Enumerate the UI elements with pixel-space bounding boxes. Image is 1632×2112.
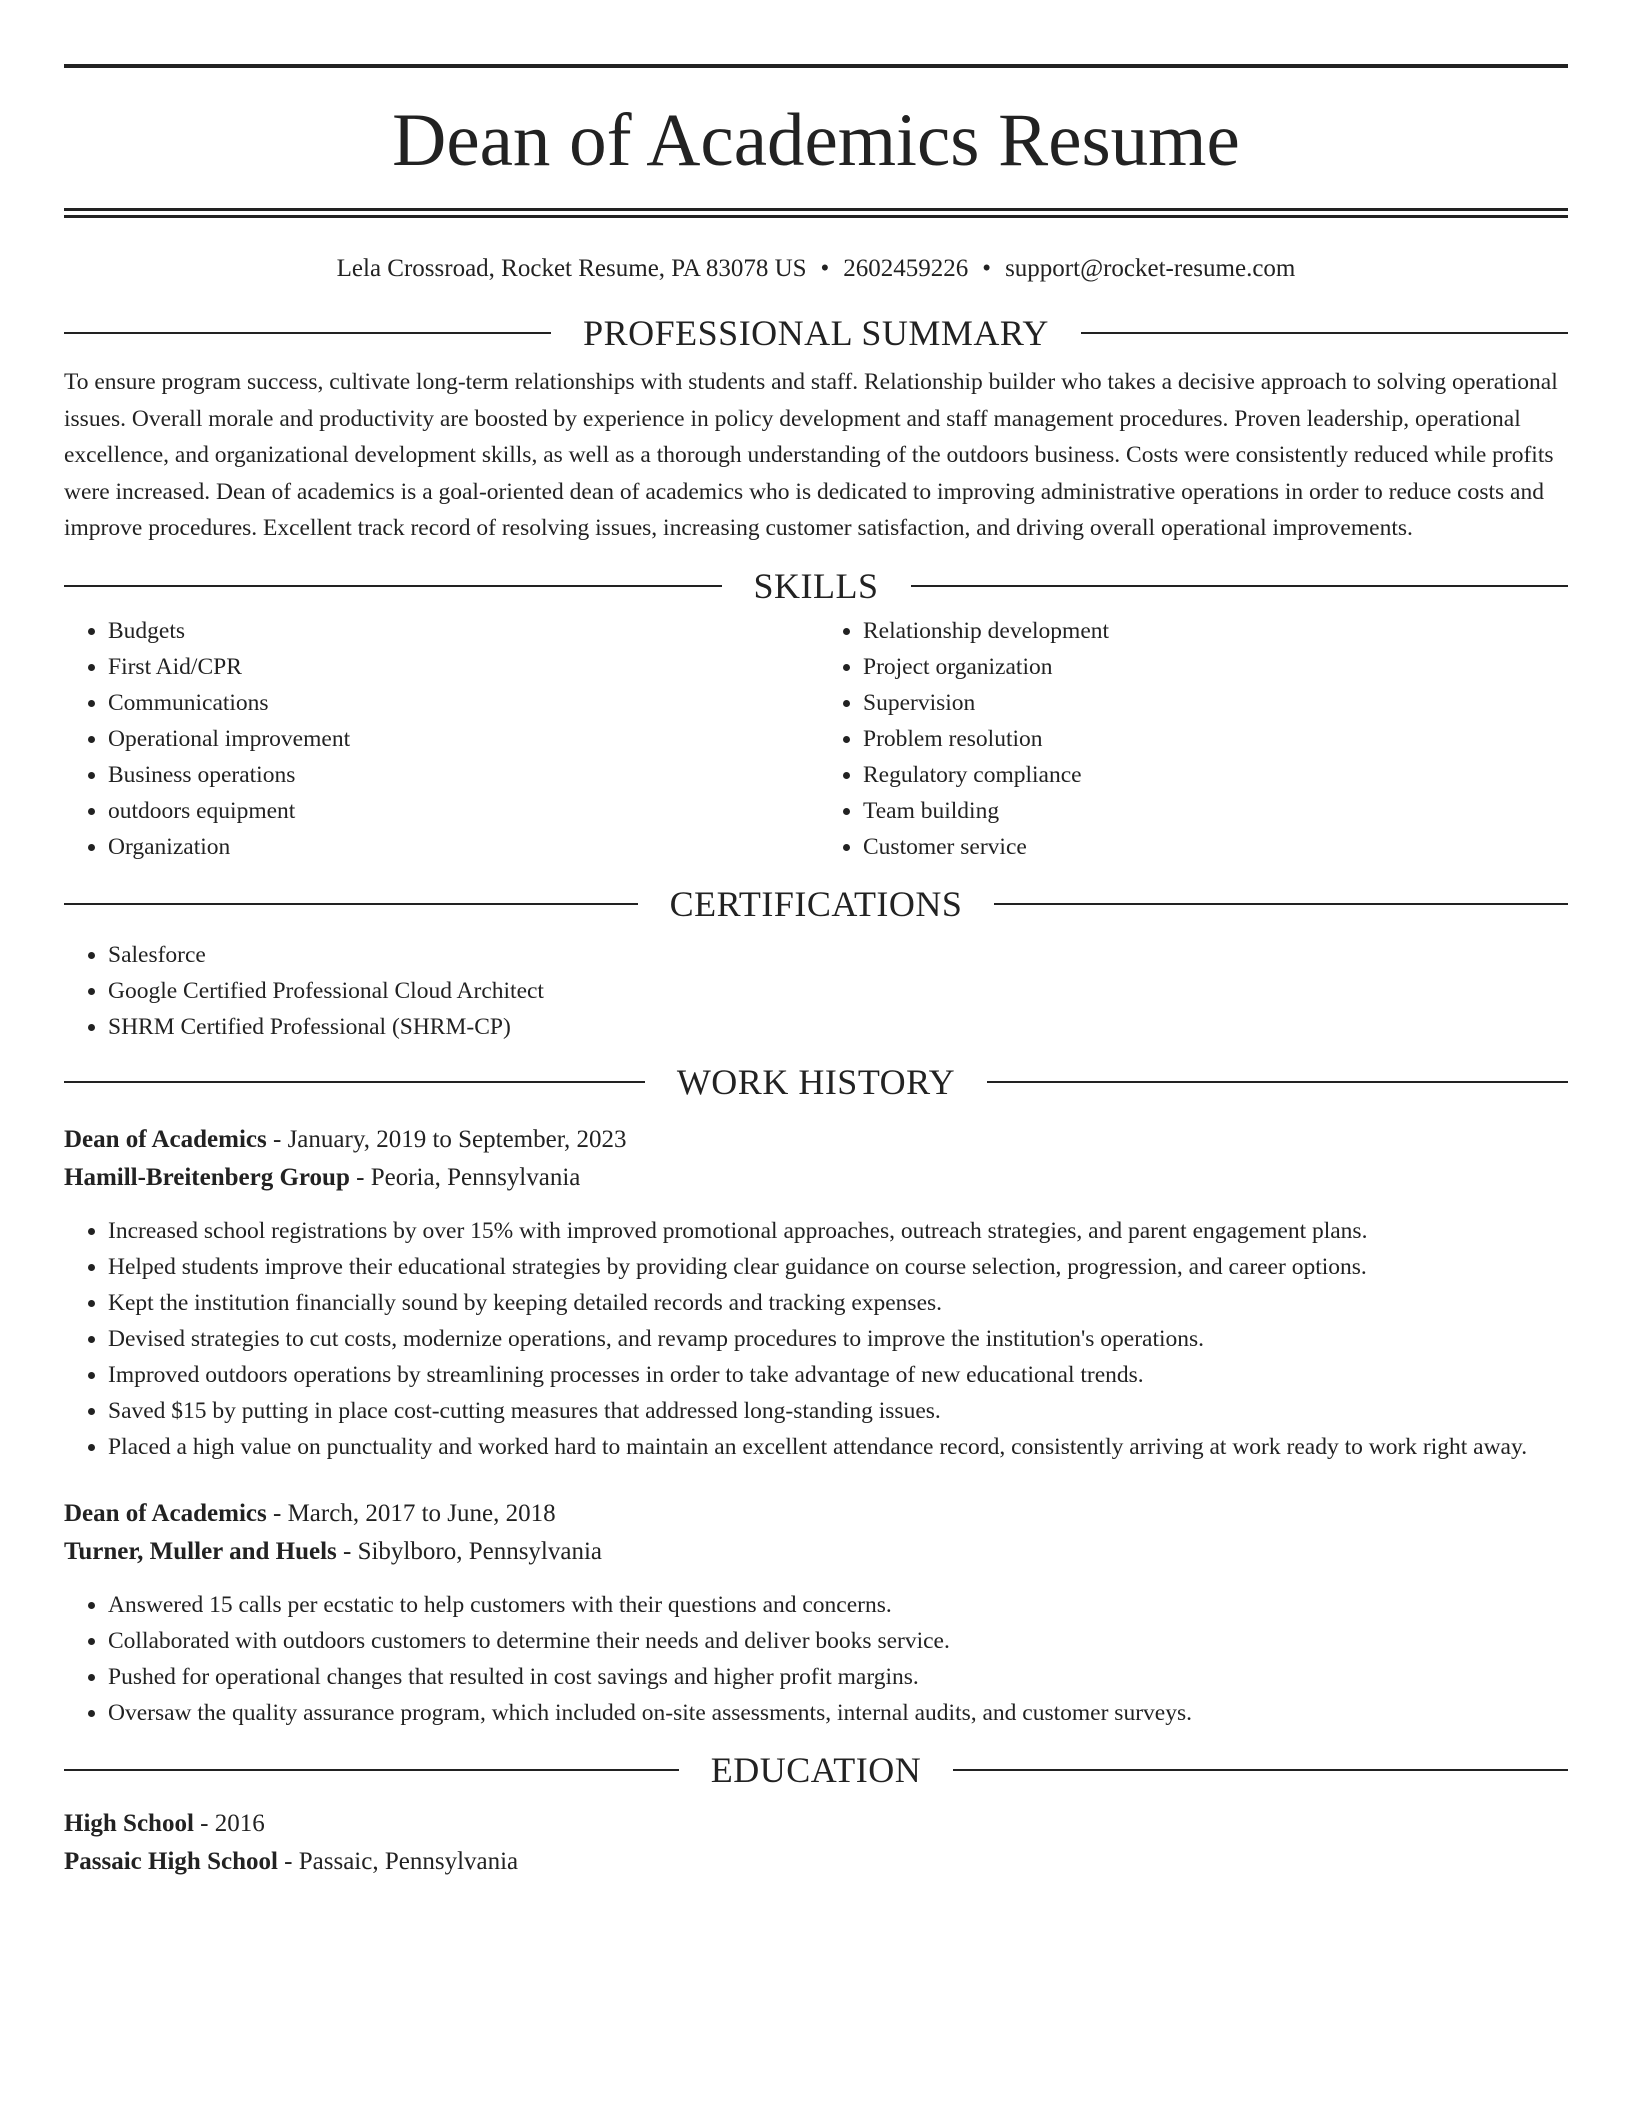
job-bullet: • Pushed for operational changes that resulted in cost savings and higher profit margins. <box>108 1659 1568 1695</box>
skill-item: • Business operations <box>108 757 813 793</box>
skills-list-right <box>813 613 1568 865</box>
certifications-list <box>64 937 1568 1045</box>
certification-item: • Salesforce <box>108 937 1568 973</box>
summary-header <box>64 312 1568 354</box>
contact-email: support@rocket-resume.com <box>1005 255 1296 282</box>
job-bullet: • Kept the institution financially sound by keeping detailed records and tracking expenses. <box>108 1285 1568 1321</box>
job-bullet: • Saved $15 by putting in place cost-cutting measures that addressed long-standing issues. <box>108 1393 1568 1429</box>
job-bullet: • Improved outdoors operations by streamlining processes in order to take advantage of new educational trends. <box>108 1357 1568 1393</box>
header-rule <box>64 903 638 905</box>
education-entry <box>64 1805 1568 1881</box>
job-role: Dean of Academics <box>64 1499 267 1527</box>
contact-phone: 2602459226 <box>843 255 969 282</box>
skills-list-left <box>64 613 813 865</box>
certifications-heading: CERTIFICATIONS <box>669 883 963 924</box>
job-company: Hamill-Breitenberg Group <box>64 1163 350 1191</box>
certification-item: • Google Certified Professional Cloud Architect <box>108 973 1568 1009</box>
skill-item: • Relationship development <box>863 613 1568 649</box>
job-bullet: • Placed a high value on punctuality and worked hard to maintain an excellent attendance record, consistently arriving at work ready to work right away. <box>108 1429 1568 1465</box>
skill-item: • First Aid/CPR <box>108 649 813 685</box>
education-school: Passaic High School <box>64 1847 278 1875</box>
education-degree-line <box>64 1805 1568 1843</box>
resume-page <box>64 0 1568 1881</box>
job-entry <box>64 1495 1568 1731</box>
job-bullet: • Increased school registrations by over 15% with improved promotional approaches, outreach strategies, and parent engagement plans. <box>108 1213 1568 1249</box>
header-rule <box>64 1769 679 1771</box>
header-rule <box>987 1081 1568 1083</box>
job-company-line <box>64 1159 1568 1197</box>
header-rule <box>1081 332 1568 334</box>
header-rule <box>911 585 1569 587</box>
job-company: Turner, Muller and Huels <box>64 1537 337 1565</box>
job-company-line <box>64 1533 1568 1571</box>
education-heading: EDUCATION <box>710 1749 922 1790</box>
skill-item: • Organization <box>108 829 813 865</box>
resume-title: Dean of Academics Resume <box>392 99 1240 182</box>
job-role: Dean of Academics <box>64 1125 267 1153</box>
top-rule <box>64 64 1568 68</box>
skills-header <box>64 565 1568 607</box>
job-location: - Sibylboro, Pennsylvania <box>336 1537 603 1565</box>
contact-separator: • <box>820 255 830 282</box>
job-bullets <box>64 1587 1568 1731</box>
header-rule <box>64 1081 645 1083</box>
job-entry <box>64 1121 1568 1465</box>
skill-item: • Budgets <box>108 613 813 649</box>
title-double-rule <box>64 208 1568 218</box>
skill-item: • Operational improvement <box>108 721 813 757</box>
skills-columns <box>64 613 1568 865</box>
job-bullet: • Oversaw the quality assurance program, which included on-site assessments, internal audits, and customer surveys. <box>108 1695 1568 1731</box>
job-title-line <box>64 1495 1568 1533</box>
job-bullet: • Helped students improve their educational strategies by providing clear guidance on course selection, progression, and career options. <box>108 1249 1568 1285</box>
education-location: - Passaic, Pennsylvania <box>277 1847 519 1875</box>
skill-item: • Regulatory compliance <box>863 757 1568 793</box>
education-degree: High School <box>64 1809 194 1837</box>
job-bullet: • Devised strategies to cut costs, modernize operations, and revamp procedures to improve the institution's operations. <box>108 1321 1568 1357</box>
work-heading: WORK HISTORY <box>676 1061 956 1102</box>
job-bullets <box>64 1213 1568 1465</box>
job-bullet: • Answered 15 calls per ecstatic to help customers with their questions and concerns. <box>108 1587 1568 1623</box>
summary-text: To ensure program success, cultivate long-term relationships with students and staff. Relationship builder who takes a decisive approach to solving operational issues. Overall morale and productivity are boosted by experience in policy development and staff management procedures. Proven leadership, operational excellence, and organizational development skills, as well as a thorough understanding of the outdoors business. Costs were consistently reduced while profits were increased. Dean of academics is a goal-oriented dean of academics who is dedicated to improving administrative operations in order to reduce costs and improve procedures. Excellent track record of resolving issues, increasing customer satisfaction, and driving overall operational improvements. <box>64 369 1558 541</box>
header-rule <box>953 1769 1568 1771</box>
job-bullet: • Collaborated with outdoors customers to determine their needs and deliver books service. <box>108 1623 1568 1659</box>
skill-item: • Supervision <box>863 685 1568 721</box>
certification-item: • SHRM Certified Professional (SHRM-CP) <box>108 1009 1568 1045</box>
skill-item: • Communications <box>108 685 813 721</box>
job-dates: - January, 2019 to September, 2023 <box>266 1125 627 1153</box>
skill-item: • Customer service <box>863 829 1568 865</box>
skill-item: • outdoors equipment <box>108 793 813 829</box>
education-school-line <box>64 1843 1568 1881</box>
skill-item: • Team building <box>863 793 1568 829</box>
header-rule <box>994 903 1568 905</box>
skill-item: • Project organization <box>863 649 1568 685</box>
skills-heading: SKILLS <box>753 565 879 606</box>
contact-line <box>64 252 1568 286</box>
job-title-line <box>64 1121 1568 1159</box>
education-header <box>64 1749 1568 1791</box>
contact-address: Lela Crossroad, Rocket Resume, PA 83078 US <box>336 255 807 282</box>
certifications-header <box>64 883 1568 925</box>
contact-separator: • <box>982 255 992 282</box>
job-dates: - March, 2017 to June, 2018 <box>266 1499 556 1527</box>
summary-heading: PROFESSIONAL SUMMARY <box>583 313 1049 353</box>
education-year: - 2016 <box>193 1809 265 1837</box>
skill-item: • Problem resolution <box>863 721 1568 757</box>
job-location: - Peoria, Pennsylvania <box>349 1163 581 1191</box>
work-header <box>64 1061 1568 1103</box>
header-rule <box>64 332 551 334</box>
header-rule <box>64 585 722 587</box>
